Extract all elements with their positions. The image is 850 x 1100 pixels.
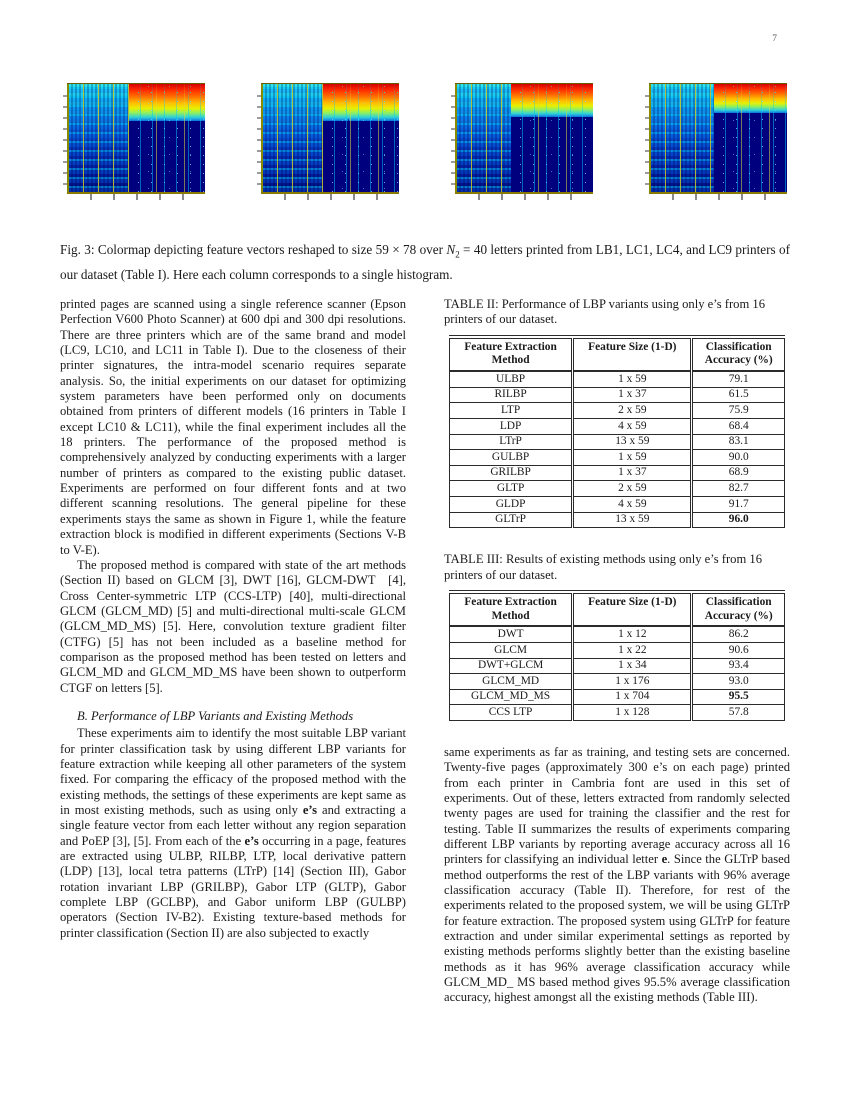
cell-method: GULBP <box>450 450 573 466</box>
figure-caption <box>60 240 790 284</box>
colormap-right-spike-region <box>129 84 205 194</box>
cell-method: DWT+GLCM <box>450 658 573 674</box>
colormap-x-ticks <box>69 194 205 200</box>
colormap-plot-area <box>263 84 399 194</box>
table-2-head <box>450 338 785 371</box>
cell-size: 1 x 59 <box>573 371 692 387</box>
table-row <box>450 450 785 466</box>
table-3-col-accuracy-line1: Classification <box>705 595 772 608</box>
colormap-panel-lc4 <box>448 82 596 200</box>
table-2-col-accuracy <box>692 338 785 371</box>
table-2-caption: TABLE II: Performance of LBP variants using only e’s from 16 printers of our dataset. <box>444 297 765 327</box>
right-para-c: . Since the GLTrP based method outperforms the rest of the LBP variants with 96% average classification accuracy (Table II). Therefore, for rest of the experiments related to the proposed system, we will be using GLTrP for feature extraction. The proposed system using GLTrP for feature extraction and under similar experimental settings as reported by existing methods performs slightly better than the existing baseline methods as it has 96% average classification accuracy while GLCM_MD_ MS based method gives 95.5% average classification accuracy, highest amongst all the existing methods (Table III). <box>444 852 790 1005</box>
table-3-col-accuracy-line2: Accuracy (%) <box>704 609 773 622</box>
cell-accuracy: 61.5 <box>692 387 785 403</box>
cell-accuracy: 93.0 <box>692 674 785 690</box>
table-row <box>450 658 785 674</box>
table-row <box>450 418 785 434</box>
table-row <box>450 434 785 450</box>
cell-size: 4 x 59 <box>573 496 692 512</box>
colormap-panel-lc9 <box>642 82 790 200</box>
cell-accuracy: 75.9 <box>692 403 785 419</box>
cell-size: 1 x 12 <box>573 626 692 642</box>
cell-accuracy: 79.1 <box>692 371 785 387</box>
table-row <box>450 403 785 419</box>
cell-accuracy: 68.9 <box>692 465 785 481</box>
table-3-col-size <box>573 593 692 626</box>
figure-label: Fig. 3: <box>60 242 95 257</box>
left-p3-bold-es-1: e’s <box>302 803 318 817</box>
cell-size: 2 x 59 <box>573 403 692 419</box>
colormap-speckles <box>511 84 593 194</box>
colormap-speckles <box>323 84 399 194</box>
colormap-left-band-region <box>651 84 714 194</box>
cell-size: 1 x 37 <box>573 387 692 403</box>
cell-size: 1 x 128 <box>573 705 692 721</box>
cell-size: 1 x 34 <box>573 658 692 674</box>
right-para-a: same experiments as far as training, and testing sets are concerned. Twenty-five pages (approximately 300 e’s on each page) printed from each printer in Cambria font are used in this set of experiments. Out of these, letters extracted from randomly selected twenty pages are used for training the classifier and the rest for testing. Table II summarizes the results of experiments comparing different LBP variants by reporting average accuracy across all 16 printers for classifying an individual letter <box>444 744 790 867</box>
colormap-right-spike-region <box>323 84 399 194</box>
table-2-col-size <box>573 338 692 371</box>
cell-accuracy: 83.1 <box>692 434 785 450</box>
left-p3-bold-es-2: e’s <box>244 833 259 848</box>
right-column <box>444 297 790 1006</box>
colormap-left-band-region <box>263 84 323 194</box>
table-2-col-method <box>450 338 573 371</box>
colormap-x-ticks <box>457 194 593 200</box>
figure-3-colormaps <box>60 82 790 200</box>
table-3-col-method-line1: Feature Extraction <box>464 595 557 608</box>
cell-accuracy: 57.8 <box>692 705 785 721</box>
table-2-col-size-line1: Feature Size (1-D) <box>588 340 677 353</box>
cell-accuracy: 91.7 <box>692 496 785 512</box>
table-2-col-method-line1: Feature Extraction <box>464 340 557 353</box>
cell-method: GRILBP <box>450 465 573 481</box>
table-2-col-method-line2: Method <box>491 354 530 367</box>
left-paragraph-1: printed pages are scanned using a single reference scanner (Epson Perfection V600 Photo Scanner) at 600 dpi and 300 dpi resolutions. There are three printers which are of the same brand and model (LC9, LC10, and LC11 in Table I). Due to the closeness of their printer signatures, the intra-model scenario requires separate analysis. So, the initial experiments on our dataset for optimizing system parameters have been performed only on documents obtained from printers of different models (16 printers in Table I except LC10 & LC11), while the final experiment includes all the 18 printers. The performance of the proposed method is comprehensively analyzed by conducting experiments with a larger number of printers as compared to the existing public dataset. Experiments are performed on four different fonts and at two different scanning resolutions. The general pipeline for these experiments stays the same as shown in Figure 1, while the feature extraction block is modified in different experiments (Sections V-B to V-E). <box>60 297 406 557</box>
left-p3-e: occurring in a page, features are extracted using ULBP, RILBP, LTP, local derivative pattern (LDP) [13], local tetra patterns (LTrP) [14] (Section III), Gabor rotation invariant LBP (GRILBP), Gabor LTP (GLTP), Gabor complete LBP (GCLBP), and Gabor uniform LBP (GULBP) operators (Section IV-B2). Existing texture-based methods for printer classification (Section II) are also subjected to exactly <box>60 833 406 940</box>
colormap-left-band-region <box>457 84 511 194</box>
table-3-body <box>450 626 785 720</box>
colormap-left-band-region <box>69 84 129 194</box>
table-row <box>450 689 785 705</box>
cell-method: GLTrP <box>450 512 573 528</box>
cell-size: 1 x 37 <box>573 465 692 481</box>
cell-method: RILBP <box>450 387 573 403</box>
table-3-wrapper <box>444 590 790 721</box>
right-para-bold-e: e <box>661 852 668 867</box>
cell-method: GLDP <box>450 496 573 512</box>
figure-caption-part2: = 40 letters printed from LB1, LC1, LC4, and LC9 printers of our dataset (Table I). Here each column corresponds to a single histogram. <box>60 242 790 282</box>
cell-accuracy: 96.0 <box>692 512 785 528</box>
colormap-plot-area <box>69 84 205 194</box>
table-3-caption: TABLE III: Results of existing methods using only e’s from 16 printers of our dataset. <box>444 552 763 582</box>
colormap-plot-area <box>651 84 787 194</box>
cell-method: ULBP <box>450 371 573 387</box>
table-3-col-method-line2: Method <box>491 609 530 622</box>
colormap-speckles <box>714 84 787 194</box>
cell-method: LDP <box>450 418 573 434</box>
section-heading-b: B. Performance of LBP Variants and Existing Methods <box>77 708 354 723</box>
left-p3-c: and extracting a single feature vector from each letter without any region separation and PoEP [3], [5]. From each of the <box>60 803 406 848</box>
cell-size: 1 x 704 <box>573 689 692 705</box>
figure-caption-n-subscript: 2 <box>455 249 460 260</box>
table-2-col-accuracy-line2: Accuracy (%) <box>704 354 773 367</box>
cell-size: 4 x 59 <box>573 418 692 434</box>
table-row <box>450 371 785 387</box>
table-3 <box>449 593 785 721</box>
colormap-x-ticks <box>263 194 399 200</box>
table-3-col-accuracy <box>692 593 785 626</box>
cell-accuracy: 95.5 <box>692 689 785 705</box>
table-2-body <box>450 371 785 527</box>
cell-accuracy: 86.2 <box>692 626 785 642</box>
cell-method: GLTP <box>450 481 573 497</box>
cell-accuracy: 68.4 <box>692 418 785 434</box>
cell-method: CCS LTP <box>450 705 573 721</box>
left-column <box>60 297 406 941</box>
colormap-right-spike-region <box>511 84 593 194</box>
cell-size: 13 x 59 <box>573 434 692 450</box>
cell-method: DWT <box>450 626 573 642</box>
cell-method: GLCM_MD_MS <box>450 689 573 705</box>
cell-accuracy: 93.4 <box>692 658 785 674</box>
left-p3-a: These experiments aim to identify the most suitable LBP variant for printer classification task by using different LBP variants for feature extraction while keeping all other parameters of the system fixed. For comparing the efficacy of the proposed method with the existing methods, the settings of these experiments are kept same as in most existing methods, such as using only <box>60 726 406 817</box>
cell-accuracy: 90.6 <box>692 642 785 658</box>
cell-method: LTP <box>450 403 573 419</box>
table-3-col-size-line1: Feature Size (1-D) <box>588 595 677 608</box>
cell-accuracy: 82.7 <box>692 481 785 497</box>
table-2-wrapper <box>444 335 790 528</box>
table-2 <box>449 338 785 528</box>
cell-size: 1 x 22 <box>573 642 692 658</box>
cell-size: 1 x 176 <box>573 674 692 690</box>
colormap-right-spike-region <box>714 84 787 194</box>
cell-size: 13 x 59 <box>573 512 692 528</box>
cell-method: GLCM_MD <box>450 674 573 690</box>
table-row <box>450 496 785 512</box>
right-paragraph <box>444 745 790 1006</box>
table-2-col-accuracy-line1: Classification <box>705 340 772 353</box>
cell-accuracy: 90.0 <box>692 450 785 466</box>
page-number: 7 <box>772 34 777 44</box>
colormap-panel-lc1 <box>254 82 402 200</box>
cell-method: GLCM <box>450 642 573 658</box>
table-3-header-row <box>450 593 785 626</box>
table-row <box>450 626 785 642</box>
cell-size: 2 x 59 <box>573 481 692 497</box>
cell-size: 1 x 59 <box>573 450 692 466</box>
table-row <box>450 642 785 658</box>
colormap-x-ticks <box>651 194 787 200</box>
table-row <box>450 481 785 497</box>
table-row <box>450 512 785 528</box>
left-paragraph-2: The proposed method is compared with state of the art methods (Section II) based on GLCM [3], DWT [16], GLCM-DWT [4], Cross Center-symmetric LTP (CCS-LTP) [40], multi-directional GLCM (GLCM_MD) [5] and multi-directional multi-scale GLCM (GLCM_MD_MS) [5]. Here, convolution texture gradient filter (CTFG) [5] has not been included as a baseline method for comparison as the proposed method has been tested on letters and GLCM_MD and GLCM_MD_MS have been shown to outperform CTGF on letters [5]. <box>60 557 406 695</box>
colormap-plot-area <box>457 84 593 194</box>
colormap-panel-lb1 <box>60 82 208 200</box>
table-row <box>450 387 785 403</box>
figure-caption-part1: Colormap depicting feature vectors reshaped to size 59 × 78 over <box>97 242 447 257</box>
cell-method: LTrP <box>450 434 573 450</box>
table-row <box>450 465 785 481</box>
table-row <box>450 705 785 721</box>
left-paragraph-3 <box>60 726 406 941</box>
table-3-col-method <box>450 593 573 626</box>
table-3-head <box>450 593 785 626</box>
figure-caption-n-symbol: N <box>446 242 456 257</box>
table-2-header-row <box>450 338 785 371</box>
table-row <box>450 674 785 690</box>
colormap-speckles <box>129 84 205 194</box>
